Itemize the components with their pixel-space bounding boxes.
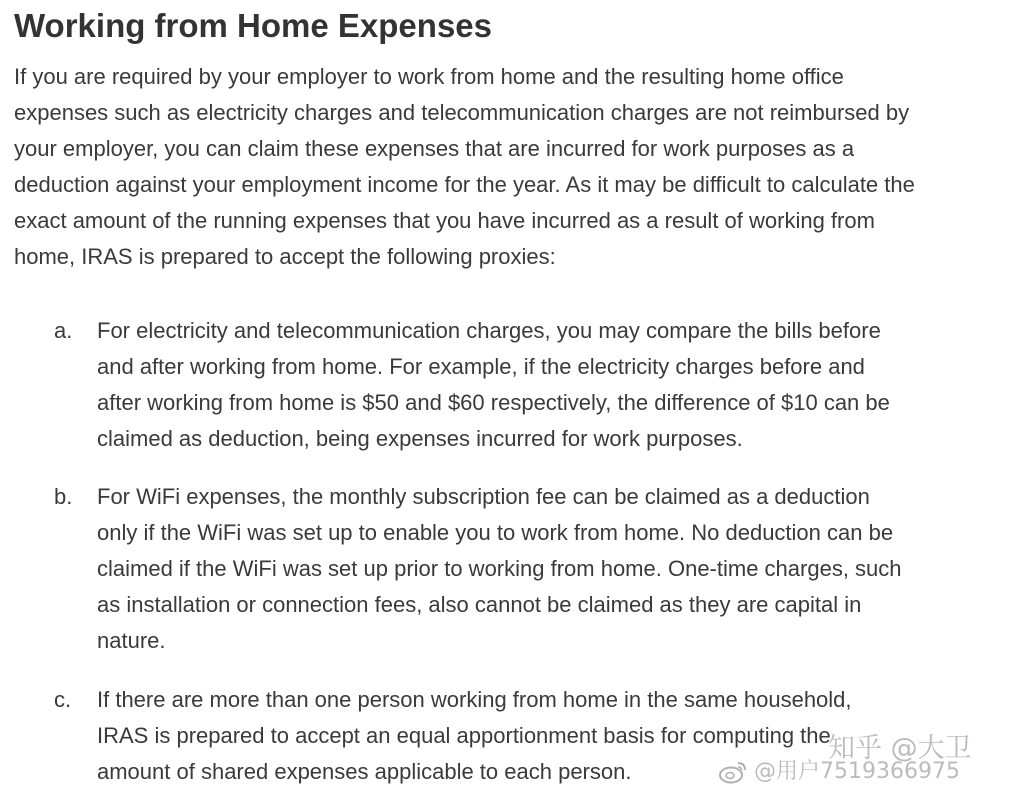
list-item-line: amount of shared expenses applicable to each person. xyxy=(97,759,632,784)
list-item-line: nature. xyxy=(97,628,166,653)
weibo-logo-icon xyxy=(718,758,748,784)
list-item-line: and after working from home. For example, if the electricity charges before and xyxy=(97,354,865,379)
intro-line: expenses such as electricity charges and telecommunication charges are not reimbursed by xyxy=(14,100,910,125)
list-item-line: only if the WiFi was set up to enable you to work from home. No deduction can be xyxy=(97,520,894,545)
intro-line: exact amount of the running expenses that you have incurred as a result of working from xyxy=(14,208,875,233)
intro-line: deduction against your employment income for the year. As it may be difficult to calculate the xyxy=(14,172,915,197)
list-item-line: IRAS is prepared to accept an equal apportionment basis for computing the xyxy=(97,723,831,748)
intro-line: If you are required by your employer to work from home and the resulting home office xyxy=(14,64,844,89)
list-marker: c. xyxy=(54,687,72,712)
list-marker: b. xyxy=(54,484,73,509)
page-title: Working from Home Expenses xyxy=(14,7,493,44)
list-item-line: as installation or connection fees, also cannot be claimed as they are capital in xyxy=(97,592,862,617)
list-item-line: claimed as deduction, being expenses incurred for work purposes. xyxy=(97,426,743,451)
list-marker: a. xyxy=(54,318,73,343)
intro-line: your employer, you can claim these expenses that are incurred for work purposes as a xyxy=(14,136,855,161)
list-item-line: For WiFi expenses, the monthly subscription fee can be claimed as a deduction xyxy=(97,484,870,509)
list-item-line: after working from home is $50 and $60 respectively, the difference of $10 can be xyxy=(97,390,890,415)
watermark-zhihu-text: 知乎 @大卫 xyxy=(828,733,972,764)
watermark-weibo-text: @用户7519366975 xyxy=(754,759,960,784)
list-item-line: If there are more than one person working from home in the same household, xyxy=(97,687,852,712)
intro-line: home, IRAS is prepared to accept the following proxies: xyxy=(14,244,556,269)
list-item-line: claimed if the WiFi was set up prior to working from home. One-time charges, such xyxy=(97,556,902,581)
list-item-line: For electricity and telecommunication charges, you may compare the bills before xyxy=(97,318,881,343)
